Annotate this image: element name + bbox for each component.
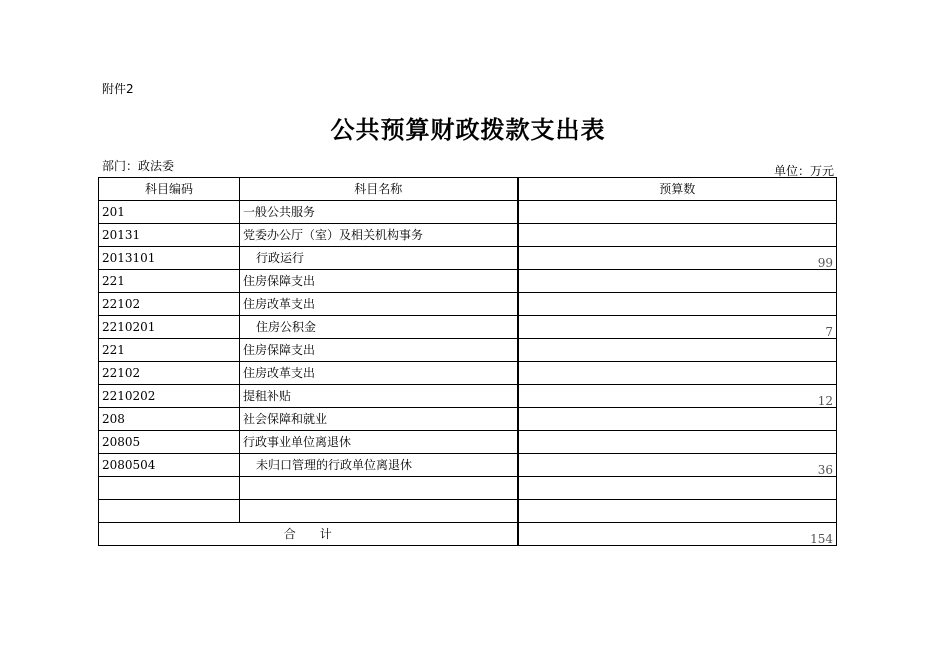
table-row <box>99 500 837 523</box>
total-row <box>99 523 837 546</box>
cell-name: 住房公积金 <box>240 316 518 339</box>
cell-amount <box>518 339 837 362</box>
table-row <box>99 454 837 477</box>
table-row <box>99 477 837 500</box>
department-label: 部门：政法委 <box>102 159 175 173</box>
total-amount: 154 <box>518 523 837 546</box>
cell-amount: 7 <box>518 316 837 339</box>
page-title: 公共预算财政拨款支出表 <box>330 115 606 144</box>
cell-code: 2210202 <box>99 385 240 408</box>
table-row <box>99 408 837 431</box>
cell-code: 221 <box>99 339 240 362</box>
cell-code: 201 <box>99 201 240 224</box>
budget-table <box>98 177 837 546</box>
header-code: 科目编码 <box>99 178 240 201</box>
table-row <box>99 201 837 224</box>
cell-code: 20131 <box>99 224 240 247</box>
cell-name: 提租补贴 <box>240 385 518 408</box>
total-label: 合 计 <box>99 523 518 546</box>
cell-name: 行政事业单位离退休 <box>240 431 518 454</box>
cell-amount <box>518 431 837 454</box>
table-row <box>99 293 837 316</box>
cell-code: 2013101 <box>99 247 240 270</box>
cell-name: 住房改革支出 <box>240 293 518 316</box>
cell-amount <box>518 224 837 247</box>
cell-amount: 12 <box>518 385 837 408</box>
table-row <box>99 339 837 362</box>
table-row <box>99 316 837 339</box>
cell-name: 住房保障支出 <box>240 270 518 293</box>
table-row <box>99 362 837 385</box>
attachment-label: 附件2 <box>102 82 134 96</box>
cell-code: 20805 <box>99 431 240 454</box>
header-name: 科目名称 <box>240 178 518 201</box>
cell-name: 党委办公厅（室）及相关机构事务 <box>240 224 518 247</box>
cell-name: 社会保障和就业 <box>240 408 518 431</box>
cell-code <box>99 477 240 500</box>
cell-code: 22102 <box>99 293 240 316</box>
cell-amount: 99 <box>518 247 837 270</box>
cell-amount <box>518 477 837 500</box>
cell-amount <box>518 270 837 293</box>
cell-name: 住房保障支出 <box>240 339 518 362</box>
cell-amount <box>518 362 837 385</box>
table-row <box>99 385 837 408</box>
cell-code <box>99 500 240 523</box>
cell-code: 22102 <box>99 362 240 385</box>
cell-code: 208 <box>99 408 240 431</box>
table-row <box>99 270 837 293</box>
cell-code: 2210201 <box>99 316 240 339</box>
cell-amount <box>518 408 837 431</box>
header-amount: 预算数 <box>518 178 837 201</box>
table-row <box>99 431 837 454</box>
cell-amount <box>518 293 837 316</box>
cell-amount <box>518 201 837 224</box>
unit-label: 单位：万元 <box>773 164 834 178</box>
table-row <box>99 224 837 247</box>
cell-name <box>240 500 518 523</box>
table-body <box>99 201 837 523</box>
cell-code: 221 <box>99 270 240 293</box>
table-row <box>99 247 837 270</box>
cell-amount <box>518 500 837 523</box>
cell-code: 2080504 <box>99 454 240 477</box>
table-header-row <box>99 178 837 201</box>
cell-name: 未归口管理的行政单位离退休 <box>240 454 518 477</box>
cell-name: 行政运行 <box>240 247 518 270</box>
cell-name <box>240 477 518 500</box>
cell-name: 一般公共服务 <box>240 201 518 224</box>
cell-amount: 36 <box>518 454 837 477</box>
cell-name: 住房改革支出 <box>240 362 518 385</box>
